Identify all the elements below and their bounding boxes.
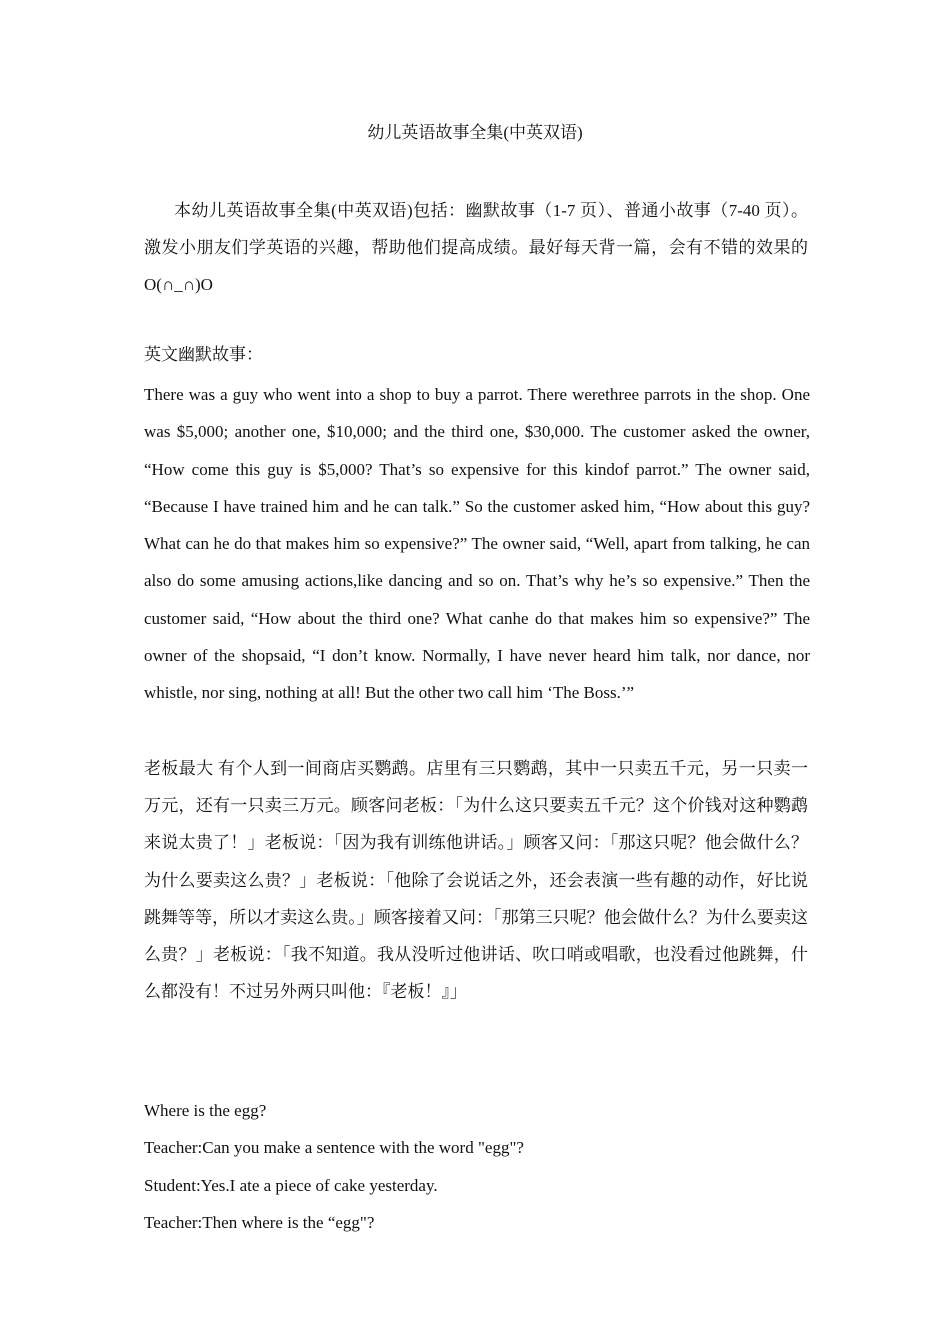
dialog-line: Teacher:Can you make a sentence with the word "egg"? xyxy=(144,1138,524,1158)
dialog-line: Teacher:Then where is the “egg"? xyxy=(144,1212,375,1232)
dialog-line: Student:Yes.I ate a piece of cake yesterday. xyxy=(144,1175,438,1195)
story-chinese-paragraph: 老板最大 有个人到一间商店买鹦鹉。店里有三只鹦鹉，其中一只卖五千元，另一只卖一万元，还有一只卖三万元。顾客问老板：「为什么这只要卖五千元？这个价钱对这种鹦鹉来说太贵了！」老板说：「因为我有训练他讲话。」顾客又问：「那这只呢？他会做什么？为什么要卖这么贵？」老板说：「他除了会说话之外，还会表演一些有趣的动作，好比说跳舞等等，所以才卖这么贵。」顾客接着又问：「那第三只呢？他会做什么？为什么要卖这么贵？」老板说：「我不知道。我从没听过他讲话、吹口哨或唱歌，也没看过他跳舞，什么都没有！不过另外两只叫他：『老板！』」 xyxy=(144,759,808,1002)
document-title: 幼儿英语故事全集(中英双语) xyxy=(367,123,583,142)
dialog-title: Where is the egg? xyxy=(144,1101,267,1120)
section-heading: 英文幽默故事： xyxy=(144,345,263,364)
story-english-paragraph: There was a guy who went into a shop to buy a parrot. There werethree parrots in the shop. One was $5,000; another one, $10,000; and the third one, $30,000. The customer asked the owner, “How come this guy is $5,000? That’s so expensive for this kindof parrot.” The owner said, “Because I have trained him and he can talk.” So the customer asked him, “How about this guy? What can he do that makes him so expensive?” The owner said, “Well, apart from talking, he can also do some amusing actions,like dancing and so on. That’s why he’s so expensive.” Then the customer said, “How about the third one? What canhe do that makes him so expensive?” The owner of the shopsaid, “I don’t know. Normally, I have never heard him talk, nor dance, nor whistle, nor sing, nothing at all! But the other two call him ‘The Boss.’” xyxy=(144,385,810,703)
egg-dialog xyxy=(144,1092,808,1241)
intro-paragraph: 本幼儿英语故事全集(中英双语)包括：幽默故事（1-7 页）、普通小故事（7-40 页）。激发小朋友们学英语的兴趣，帮助他们提高成绩。最好每天背一篇，会有不错的效果的 O(∩_∩)O xyxy=(144,201,808,294)
